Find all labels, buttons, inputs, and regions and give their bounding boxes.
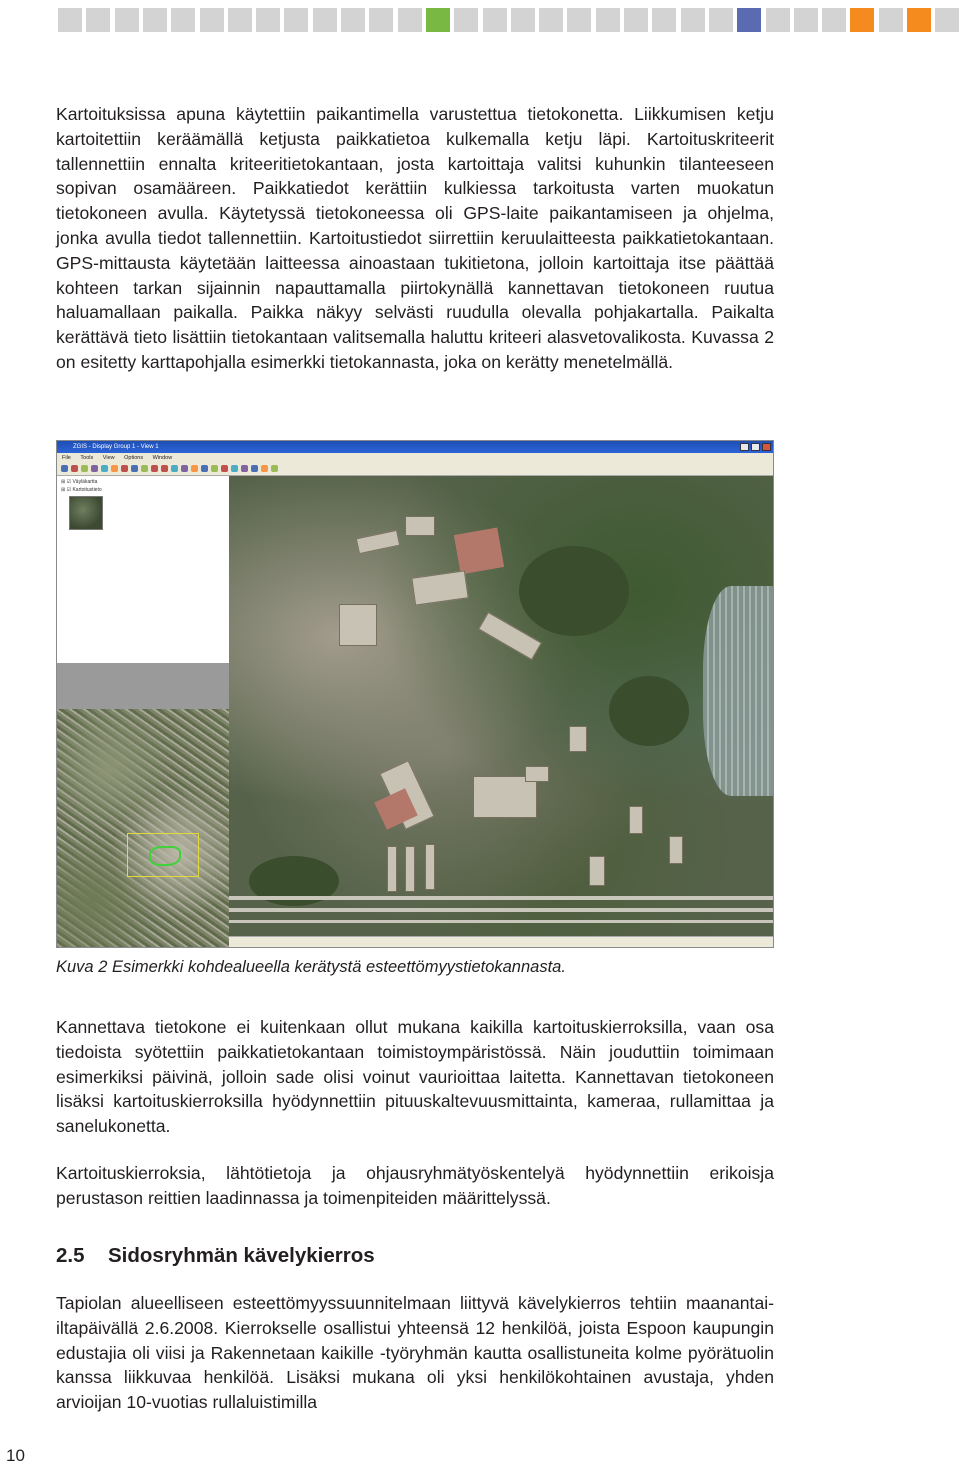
layer-thumbnail [69, 496, 103, 530]
header-square-grey [115, 8, 139, 32]
toolbar-tool-icon[interactable] [151, 465, 158, 472]
road [229, 908, 773, 912]
window-titlebar [57, 441, 773, 453]
header-square-orange [907, 8, 931, 32]
toolbar-tool-icon[interactable] [61, 465, 68, 472]
toolbar-tool-icon[interactable] [231, 465, 238, 472]
header-square-green [426, 8, 450, 32]
header-square-blue [737, 8, 761, 32]
header-square-grey [200, 8, 224, 32]
tree-item-base-map[interactable]: ⊞ ☑ Väyläkartta [61, 479, 98, 485]
header-square-grey [511, 8, 535, 32]
empty-pane [57, 663, 229, 709]
header-square-grey [341, 8, 365, 32]
building [425, 844, 435, 890]
tree-item-survey-data[interactable]: ⊞ ☑ Kartoitustieto [61, 487, 102, 493]
building [454, 527, 504, 574]
paragraph-3: Kartoituskierroksia, lähtötietoja ja ohjausryhmätyöskentelyä hyödynnettiin erikoisja perustason reittien laadinnassa ja toimenpiteiden määrittelyssä. [56, 1163, 774, 1208]
header-square-grey [709, 8, 733, 32]
water-area [703, 586, 773, 796]
building [669, 836, 683, 864]
paragraph-2: Kannettava tietokone ei kuitenkaan ollut mukana kaikilla kartoituskierroksilla, vaan osa tiedoista syötettiin paikkatietokantaan toimistoympäristössä. Näin jouduttiin toimimaan esimerkiksi päivinä, jolloin sade olisi voinut vaurioittaa laitetta. Kannettavan tietokoneen lisäksi kartoituskierroksilla hyödynnettiin pituuskaltevuusmittainta, kameraa, rullamittaa ja sanelukonetta. [56, 1017, 774, 1137]
maximize-icon[interactable] [751, 443, 760, 451]
toolbar-tool-icon[interactable] [251, 465, 258, 472]
toolbar-tool-icon[interactable] [261, 465, 268, 472]
road [229, 920, 773, 923]
header-square-grey [539, 8, 563, 32]
header-square-grey [567, 8, 591, 32]
page-number: 10 [6, 1446, 25, 1465]
aerial-map-view[interactable] [229, 476, 773, 936]
menu-file[interactable]: File [62, 455, 71, 461]
header-square-grey [228, 8, 252, 32]
building [411, 570, 468, 605]
toolbar-tool-icon[interactable] [171, 465, 178, 472]
menu-view[interactable]: View [102, 455, 115, 461]
toolbar-tool-icon[interactable] [81, 465, 88, 472]
menu-options[interactable]: Options [124, 455, 144, 461]
toolbar-tool-icon[interactable] [121, 465, 128, 472]
header-square-grey [681, 8, 705, 32]
tree-area [519, 546, 629, 636]
header-square-grey [256, 8, 280, 32]
toolbar-tool-icon[interactable] [181, 465, 188, 472]
close-icon[interactable] [762, 443, 771, 451]
figure-caption: Kuva 2 Esimerkki kohdealueella kerätystä esteettömyystietokannasta. [56, 958, 566, 976]
road [229, 896, 773, 900]
menu-tools[interactable]: Tools [80, 455, 94, 461]
menu-window[interactable]: Window [152, 455, 173, 461]
toolbar-tool-icon[interactable] [221, 465, 228, 472]
layer-tree-pane [57, 476, 230, 663]
building [589, 856, 605, 886]
status-bar [229, 936, 774, 948]
header-square-grey [766, 8, 790, 32]
header-square-grey [624, 8, 648, 32]
header-square-grey [822, 8, 846, 32]
header-square-grey [879, 8, 903, 32]
header-square-grey [794, 8, 818, 32]
building [339, 604, 377, 646]
paragraph-4: Tapiolan alueelliseen esteettömyyssuunnitelmaan liittyvä kävelykierros tehtiin maanantai-iltapäivällä 2.6.2008. Kierrokselle osallistui yhteensä 12 henkilöä, joista Espoon kaupungin edustajia oli viisi ja Rakennetaan kaikille -työryhmän kautta osallistuneita kolme pyörätuolin kanssa liikkuvaa henkilöä. Lisäksi mukana oli yksi henkilökohtainen avustaja, yhden arvioijan 10-vuotias rullaluistimilla [56, 1293, 774, 1413]
toolbar-tool-icon[interactable] [241, 465, 248, 472]
menu-bar [57, 453, 773, 463]
header-square-grey [284, 8, 308, 32]
section-heading [56, 1244, 375, 1268]
header-square-grey [935, 8, 959, 32]
building [356, 530, 400, 554]
building [569, 726, 587, 752]
header-decoration [58, 8, 960, 34]
building [473, 776, 537, 818]
header-square-grey [652, 8, 676, 32]
toolbar-tool-icon[interactable] [111, 465, 118, 472]
toolbar-tool-icon[interactable] [131, 465, 138, 472]
toolbar-tool-icon[interactable] [191, 465, 198, 472]
toolbar-tool-icon[interactable] [101, 465, 108, 472]
tree-area [609, 676, 689, 746]
header-square-grey [483, 8, 507, 32]
toolbar-tool-icon[interactable] [161, 465, 168, 472]
building [387, 846, 397, 892]
toolbar-tool-icon[interactable] [271, 465, 278, 472]
header-square-grey [86, 8, 110, 32]
header-square-grey [58, 8, 82, 32]
section-number: 2.5 [56, 1244, 85, 1267]
header-square-grey [454, 8, 478, 32]
header-square-grey [171, 8, 195, 32]
building [525, 766, 549, 782]
building [405, 516, 435, 536]
header-square-grey [313, 8, 337, 32]
header-square-grey [398, 8, 422, 32]
overview-area-outline [149, 846, 181, 866]
toolbar-tool-icon[interactable] [141, 465, 148, 472]
window-title: ZGIS - Display Group 1 - View 1 [73, 444, 159, 450]
toolbar-tool-icon[interactable] [71, 465, 78, 472]
toolbar-tool-icon[interactable] [91, 465, 98, 472]
building [629, 806, 643, 834]
header-square-grey [596, 8, 620, 32]
toolbar-tool-icon[interactable] [201, 465, 208, 472]
figure-screenshot [56, 440, 774, 948]
minimize-icon[interactable] [740, 443, 749, 451]
toolbar-tool-icon[interactable] [211, 465, 218, 472]
section-title: Sidosryhmän kävelykierros [108, 1244, 375, 1267]
toolbar [57, 463, 773, 476]
header-square-orange [850, 8, 874, 32]
header-square-grey [143, 8, 167, 32]
building [405, 846, 415, 892]
paragraph-1: Kartoituksissa apuna käytettiin paikantimella varustettua tietokonetta. Liikkumisen ketju kartoitettiin keräämällä ketjusta paikkatietoa kulkemalla ketju läpi. Kartoituskriteerit tallennettiin ennalta kriteeritietokantaan, josta kartoittaja valitsi kuhunkin tilanteeseen sopivan osamääreen. Paikkatiedot kerättiin kulkiessa tarkoitusta varten muokatun tietokoneen avulla. Käytetyssä tietokoneessa oli GPS-laite paikantamiseen ja ohjelma, jonka avulla tiedot tallennettiin. Kartoitustiedot siirrettiin keruulaitteesta paikkatietokantaan. GPS-mittausta käytetään laitteessa ainoastaan tukitietona, jolloin kartoittaja itse päättää kohteen tarkan sijainnin napauttamalla piirtokynällä kannettavan tietokoneen ruutua haluamallaan paikalla. Paikka näkyy selvästi ruudulla olevalla pohjakartalla. Paikalta kerättävä tieto lisättiin tietokantaan valitsemalla haluttu kriteeri alasvetovalikosta. Kuvassa 2 on esitetty karttapohjalla esimerkki tietokannasta, joka on kerätty menetelmällä. [56, 104, 774, 372]
header-square-grey [369, 8, 393, 32]
overview-map[interactable] [57, 709, 230, 948]
